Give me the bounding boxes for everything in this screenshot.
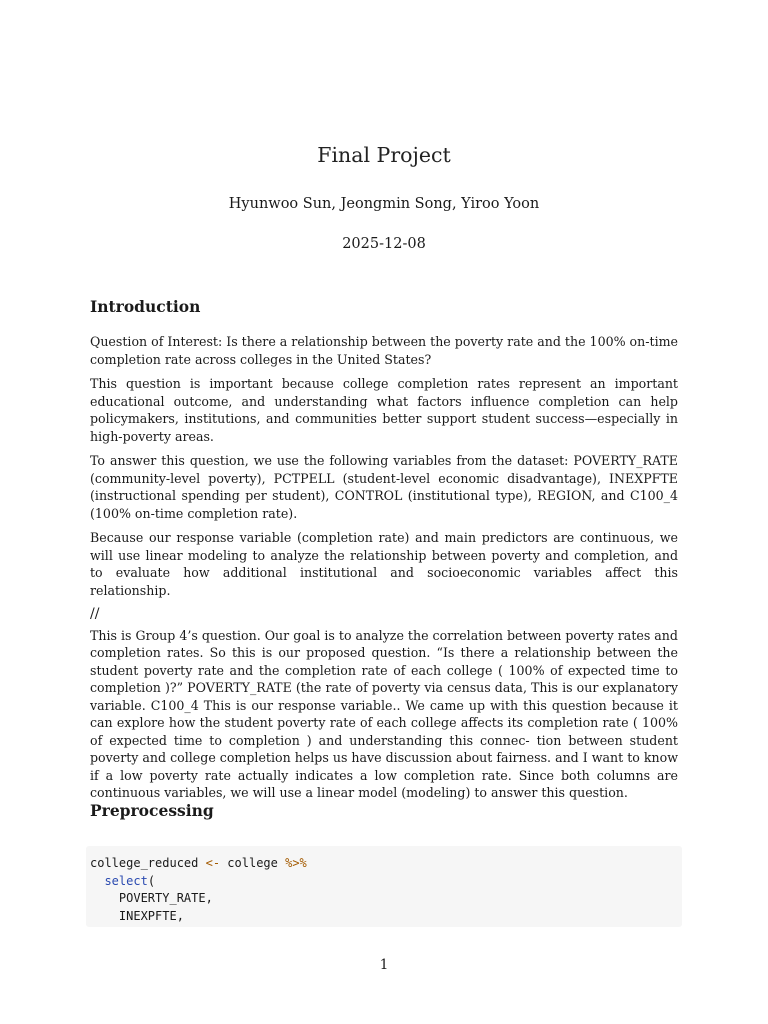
code-block — [86, 846, 682, 927]
paragraph: This question is important because college completion rates represent an important educational outcome, and understanding what factors influence completion can help policymakers, institutions, and communities better support student success—especially in high-poverty areas. — [90, 376, 678, 444]
document-date: 2025-12-08 — [342, 236, 426, 252]
code-line — [90, 855, 682, 873]
code-line — [90, 873, 682, 891]
code-token: select — [104, 873, 148, 888]
author-list: Hyunwoo Sun, Jeongmin Song, Yiroo Yoon — [228, 196, 540, 212]
code-token: %>% — [285, 856, 307, 870]
introduction-body — [90, 333, 678, 809]
separator-text: // — [90, 606, 100, 622]
code-token: POVERTY_RATE, — [118, 891, 213, 905]
code-token: college_reduced — [90, 856, 199, 870]
code-line — [90, 908, 682, 926]
paragraph: To answer this question, we use the following variables from the dataset: POVERTY_RATE (community-level poverty), PCTPELL (student-level economic disadvantage), INEXPFTE (instructional spending per student), CONTROL (institutional type), REGION, and C100_4 (100% on-time completion rate). — [90, 453, 678, 521]
paragraph: Because our response variable (completion rate) and main predictors are continuous, we will use linear modeling to analyze the relationship between poverty and completion, and to evaluate how additional institutional and socioeconomic variables affect this relationship. — [90, 530, 678, 598]
code-line — [90, 890, 682, 908]
code-token: college — [227, 856, 278, 870]
page-number: 1 — [379, 957, 389, 973]
page-title: Final Project — [317, 143, 451, 167]
section-heading-preprocessing: Preprocessing — [90, 801, 214, 820]
code-token: INEXPFTE, — [118, 908, 184, 923]
code-token: <- — [205, 856, 221, 870]
section-heading-introduction: Introduction — [90, 297, 201, 316]
paragraph: This is Group 4’s question. Our goal is to analyze the correlation between poverty rates and completion rates. So this is our proposed question. “Is there a relationship between the student poverty rate and the completion rate of each college ( 100% of expected time to completion )?” POVERTY_RATE (the rate of poverty via census data, This is our explanatory variable. C100_4 This is our response variable.. We came up with this question because it can explore how the student poverty rate of each college affects its completion rate ( 100% of expected time to completion ) and understanding this connec- tion between student poverty and college completion helps us have discussion about fairness. and I want to know if a low poverty rate actually indicates a low completion rate. Since both columns are continuous variables, we will use a linear model (modeling) to answer this question. — [90, 627, 678, 800]
code-token: ( — [147, 873, 156, 888]
paragraph: Question of Interest: Is there a relationship between the poverty rate and the 100% on-time completion rate across colleges in the United States? — [90, 334, 678, 367]
